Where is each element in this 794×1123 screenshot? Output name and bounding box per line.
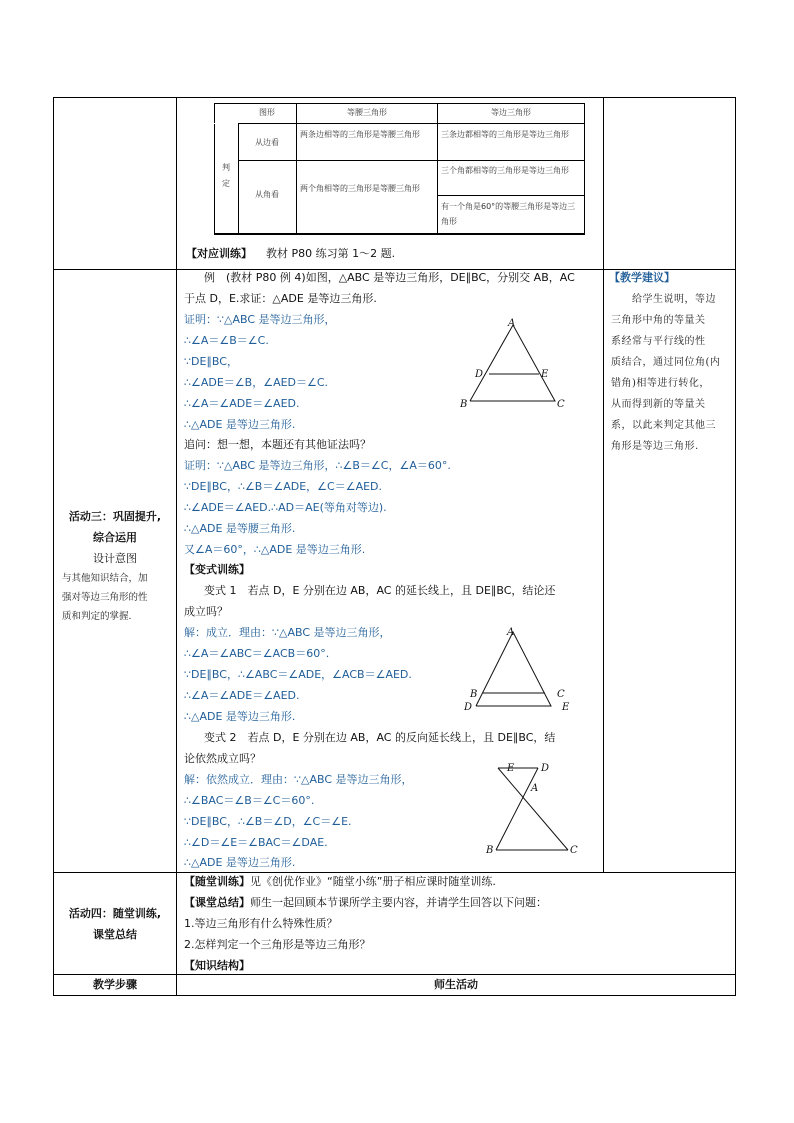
suggestion-line-4: 质结合，通过同位角(内 bbox=[611, 357, 721, 368]
row-divider-3 bbox=[53, 974, 736, 975]
proof2-line-5: 又∠A＝60°，∴△ADE 是等边三角形. bbox=[184, 543, 366, 556]
row-label-angle: 从角看 bbox=[255, 190, 279, 199]
variant2-line-2: 论依然成立吗？ bbox=[184, 752, 261, 765]
row-divider-1 bbox=[53, 269, 736, 270]
inner-vline-4 bbox=[584, 103, 585, 234]
fig2-label-c: C bbox=[557, 689, 565, 700]
figure-triangle-reverse bbox=[482, 758, 582, 863]
suggestion-line-2: 三角形中角的等量关 bbox=[611, 315, 706, 326]
table-left-border bbox=[53, 97, 54, 996]
variant-tag: 【变式训练】 bbox=[184, 563, 250, 576]
fig3-label-a: A bbox=[531, 783, 539, 794]
summary-question-2: 2.怎样判定一个三角形是等边三角形？ bbox=[184, 938, 371, 951]
variant2-sol-5: ∴△ADE 是等边三角形. bbox=[184, 856, 296, 869]
variant1-line-2: 成立吗？ bbox=[184, 605, 228, 618]
figure-triangle-extension bbox=[458, 622, 578, 717]
equi-angle-rule-1: 三个角都相等的三角形是等边三角形 bbox=[441, 166, 569, 175]
design-intent-2: 强对等边三角形的性 bbox=[62, 592, 148, 603]
suggestion-line-7: 系，以此来判定其他三 bbox=[611, 420, 716, 431]
activity4-title-1: 活动四：随堂训练, bbox=[68, 907, 162, 920]
variant2-sol-4: ∴∠D＝∠E＝∠BAC＝∠DAE. bbox=[184, 836, 328, 849]
suggestion-line-8: 角形是等边三角形. bbox=[611, 441, 699, 452]
practice-line bbox=[186, 247, 395, 261]
variant1-sol-5: ∴△ADE 是等边三角形. bbox=[184, 710, 296, 723]
footer-col-activities: 师生活动 bbox=[434, 978, 478, 991]
table-bottom-border bbox=[53, 995, 736, 996]
variant1-sol-1: 解：成立．理由：∵△ABC 是等边三角形， bbox=[184, 626, 391, 639]
fig3-label-b: B bbox=[486, 845, 494, 856]
table-right-border bbox=[735, 97, 736, 996]
proof-line-6: ∴△ADE 是等边三角形. bbox=[184, 418, 296, 431]
summary-question-1: 1.等边三角形有什么特殊性质？ bbox=[184, 917, 338, 930]
suggestion-line-5: 错角)相等进行转化， bbox=[611, 378, 710, 389]
practice-tag: 【对应训练】 bbox=[186, 247, 252, 260]
fig2-label-d: D bbox=[464, 702, 473, 713]
variant2-line-1: 变式 2 若点 D，E 分别在边 AB，AC 的反向延长线上，且 DE∥BC，结 bbox=[204, 731, 556, 744]
example-line-1: 例 (教材 P80 例 4)如图，△ABC 是等边三角形，DE∥BC，分别交 AB，AC bbox=[204, 271, 575, 284]
header-equilateral: 等边三角形 bbox=[491, 108, 531, 117]
inner-bottom bbox=[214, 233, 585, 235]
row-label-side: 从边看 bbox=[255, 138, 279, 147]
activity3-title-2: 综合运用 bbox=[93, 531, 137, 544]
fig3-label-e: E bbox=[507, 763, 515, 774]
variant2-sol-3: ∵DE∥BC，∴∠B＝∠D，∠C＝∠E. bbox=[184, 815, 352, 828]
variant2-sol-2: ∴∠BAC＝∠B＝∠C＝60°. bbox=[184, 794, 315, 807]
fig2-label-e: E bbox=[562, 702, 570, 713]
proof-line-4: ∴∠ADE＝∠B，∠AED＝∠C. bbox=[184, 376, 329, 389]
fig1-label-e: E bbox=[541, 369, 549, 380]
fig1-label-a: A bbox=[508, 318, 516, 329]
header-figure: 图形 bbox=[259, 108, 275, 117]
practice-in-class-text: 见《创优作业》“随堂小练”册子相应课时随堂训练. bbox=[250, 875, 496, 888]
proof-line-2: ∴∠A＝∠B＝∠C. bbox=[184, 334, 269, 347]
variant1-sol-4: ∴∠A＝∠ADE＝∠AED. bbox=[184, 689, 300, 702]
practice-text: 教材 P80 练习第 1～2 题. bbox=[266, 247, 396, 260]
table-top-border bbox=[53, 97, 736, 98]
proof-line-1: 证明：∵△ABC 是等边三角形， bbox=[184, 313, 336, 326]
variant1-sol-3: ∵DE∥BC，∴∠ABC＝∠ADE，∠ACB＝∠AED. bbox=[184, 668, 412, 681]
proof-line-5: ∴∠A＝∠ADE＝∠AED. bbox=[184, 397, 300, 410]
proof2-line-2: ∵DE∥BC，∴∠B＝∠ADE，∠C＝∠AED. bbox=[184, 480, 383, 493]
suggestion-tag: 【教学建议】 bbox=[609, 271, 675, 284]
header-isosceles: 等腰三角形 bbox=[347, 108, 387, 117]
activity4-title-2: 课堂总结 bbox=[93, 928, 137, 941]
knowledge-structure-tag: 【知识结构】 bbox=[184, 959, 250, 972]
suggestion-line-1: 给学生说明，等边 bbox=[632, 294, 716, 305]
proof2-line-3: ∴∠ADE＝∠AED.∴AD＝AE(等角对等边). bbox=[184, 501, 387, 514]
fig2-label-b: B bbox=[470, 689, 478, 700]
fig1-label-c: C bbox=[557, 399, 565, 410]
group-label-judge: 判定 bbox=[222, 163, 230, 188]
followup-question: 追问：想一想，本题还有其他证法吗？ bbox=[184, 438, 371, 451]
inner-top bbox=[214, 103, 585, 104]
iso-side-rule: 两条边相等的三角形是等腰三角形 bbox=[300, 130, 420, 139]
design-intent-label: 设计意图 bbox=[93, 552, 137, 565]
fig1-label-d: D bbox=[475, 369, 484, 380]
footer-col-steps: 教学步骤 bbox=[93, 978, 137, 991]
equi-side-rule: 三条边都相等的三角形是等边三角形 bbox=[441, 130, 569, 139]
summary-tag: 【课堂总结】 bbox=[184, 896, 250, 909]
inner-hline-1 bbox=[238, 123, 585, 124]
equi-angle-rule-2: 有一个角是60°的等腰三角形是等边三角形 bbox=[441, 202, 576, 226]
fig2-label-a: A bbox=[507, 627, 515, 638]
iso-angle-rule: 两个角相等的三角形是等腰三角形 bbox=[300, 184, 420, 193]
inner-vline-3 bbox=[437, 103, 438, 234]
activity4-line-2 bbox=[184, 896, 547, 910]
proof-line-3: ∵DE∥BC， bbox=[184, 355, 238, 368]
row-divider-2 bbox=[53, 872, 736, 873]
inner-hline-3 bbox=[437, 195, 585, 196]
practice-in-class-tag: 【随堂训练】 bbox=[184, 875, 250, 888]
design-intent-1: 与其他知识结合，加 bbox=[62, 573, 148, 584]
inner-gap bbox=[214, 123, 238, 124]
column-divider-2 bbox=[603, 97, 604, 872]
proof2-line-1: 证明：∵△ABC 是等边三角形，∴∠B＝∠C，∠A＝60°. bbox=[184, 459, 451, 472]
variant2-sol-1: 解：依然成立．理由：∵△ABC 是等边三角形， bbox=[184, 773, 413, 786]
inner-hline-2 bbox=[238, 160, 585, 161]
figure-triangle-de-parallel bbox=[455, 315, 570, 410]
activity3-title-1: 活动三：巩固提升, bbox=[68, 510, 162, 523]
example-line-2: 于点 D，E.求证：△ADE 是等边三角形. bbox=[184, 292, 377, 305]
design-intent-3: 质和判定的掌握. bbox=[62, 611, 132, 622]
activity4-line-1 bbox=[184, 875, 496, 889]
variant1-sol-2: ∴∠A＝∠ABC＝∠ACB＝60°. bbox=[184, 647, 330, 660]
fig1-label-b: B bbox=[460, 399, 468, 410]
fig3-label-d: D bbox=[541, 763, 550, 774]
summary-text: 师生一起回顾本节课所学主要内容，并请学生回答以下问题： bbox=[250, 896, 547, 909]
variant1-line-1: 变式 1 若点 D，E 分别在边 AB，AC 的延长线上，且 DE∥BC，结论还 bbox=[204, 584, 556, 597]
inner-vline-2 bbox=[296, 103, 297, 234]
suggestion-line-6: 从而得到新的等量关 bbox=[611, 399, 706, 410]
column-divider-1 bbox=[176, 97, 177, 996]
suggestion-line-3: 系经常与平行线的性 bbox=[611, 336, 706, 347]
fig3-label-c: C bbox=[570, 845, 578, 856]
proof2-line-4: ∴△ADE 是等腰三角形. bbox=[184, 522, 296, 535]
